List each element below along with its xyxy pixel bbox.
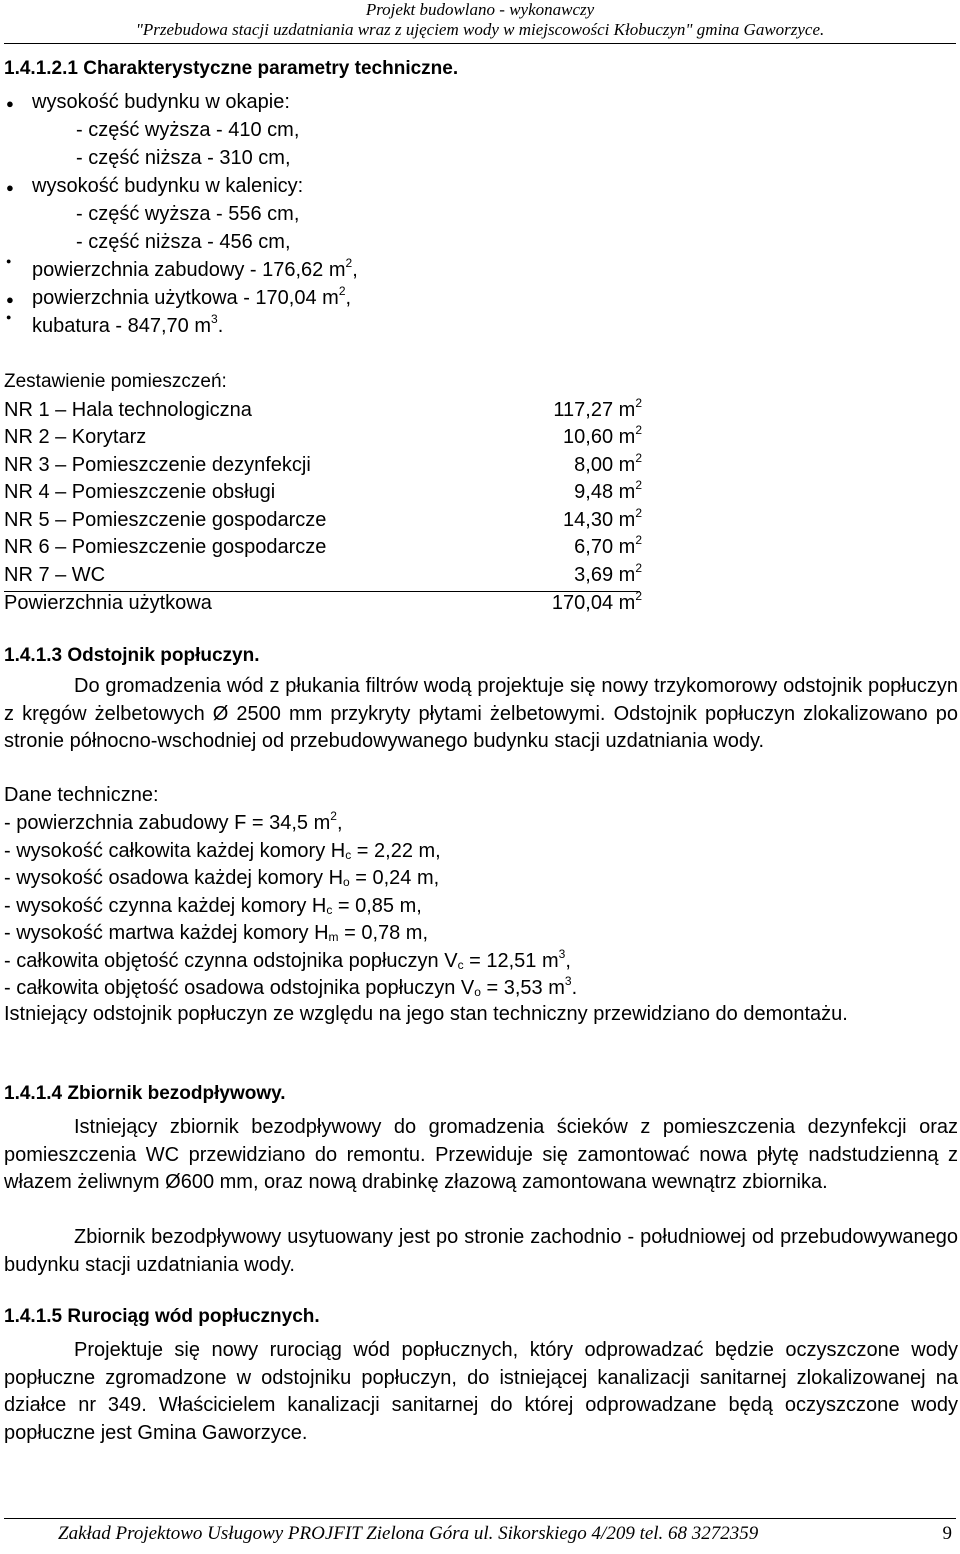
section-title: 1.4.1.5 Rurociąg wód popłucznych.	[4, 1306, 320, 1327]
room-area: 6,70 $m^2$	[574, 533, 642, 558]
room-name: NR 4 – Pomieszczenie obsługi	[4, 481, 276, 503]
room-area: 14,30 $m^2$	[563, 506, 642, 531]
paragraph: Istniejący zbiornik bezodpływowy do gromadzenia ścieków z pomieszczenia dezynfekcji oraz pomieszczenia WC przewidziano do remontu. Przewiduje się zamontować nowa płytę nadstudzienną z włazem żeliwnym Ø600 mm, oraz nową drabinkę złazową zamontowana wewnątrz zbiornika.	[4, 1116, 958, 1193]
room-area: 8,00 $m^2$	[574, 451, 642, 476]
page-footer: Zakład Projektowo Usługowy PROJFIT Zielona Góra ul. Sikorskiego 4/209 tel. 68 3272359	[58, 1523, 759, 1544]
room-area: 3,69 $m^2$	[574, 561, 642, 586]
room-name: NR 6 – Pomieszczenie gospodarcze	[4, 536, 327, 558]
paragraph: Istniejący odstojnik popłuczyn ze względu na jego stan techniczny przewidziano do demontażu.	[4, 1003, 848, 1025]
spec-line: - wysokość całkowita każdej komory $H_c = 2,22$ m,	[4, 840, 441, 862]
paragraph-label: Dane techniczne:	[4, 784, 159, 806]
total-area: 170,04 $m^2$	[551, 589, 642, 614]
bullet: ●	[6, 96, 14, 111]
page-number: 9	[942, 1523, 952, 1544]
room-area: 117,27 $m^2$	[553, 396, 642, 421]
paragraph: Zbiornik bezodpływowy usytuowany jest po stronie zachodnio - południowej od przebudowywanego budynku stacji uzdatniania wody.	[4, 1226, 958, 1276]
list-item: powierzchnia użytkowa - 170,04 $m^2$,	[32, 284, 352, 309]
list-item: kubatura - 847,70 $m^3$.	[32, 312, 224, 337]
room-name: NR 5 – Pomieszczenie gospodarcze	[4, 509, 327, 531]
header-divider	[4, 43, 956, 44]
list-item: powierzchnia zabudowy - 176,62 $m^2$,	[32, 256, 358, 281]
page-header-title: Projekt budowlano - wykonawczy	[365, 0, 595, 19]
room-name: NR 7 – WC	[4, 564, 106, 586]
page-header-subtitle: "Przebudowa stacji uzdatniania wraz z ujęciem wody w miejscowości Kłobuczyn" gmina Gaworzyce.	[135, 20, 825, 39]
room-area: 10,60 $m^2$	[563, 423, 642, 448]
room-area: 9,48 $m^2$	[574, 478, 642, 503]
spec-line: - całkowita objętość osadowa odstojnika popłuczyn $V_o = 3,53$ $m^3$.	[4, 974, 578, 999]
rooms-title: Zestawienie pomieszczeń:	[4, 371, 227, 392]
bullet: ●	[6, 292, 14, 307]
list-item: wysokość budynku w kalenicy:	[32, 175, 304, 197]
list-item: - część niższa - 310 cm,	[76, 147, 291, 169]
list-item: - część wyższa - 556 cm,	[76, 203, 300, 225]
room-name: NR 3 – Pomieszczenie dezynfekcji	[4, 454, 311, 476]
list-item: - część niższa - 456 cm,	[76, 231, 291, 253]
section-title: 1.4.1.2.1 Charakterystyczne parametry techniczne.	[4, 58, 459, 79]
paragraph: Do gromadzenia wód z płukania filtrów wodą projektuje się nowy trzykomorowy odstojnik popłuczyn z kręgów żelbetowych Ø 2500 mm przykryty płytami żelbetowymi. Odstojnik popłuczyn zlokalizowano po stronie północno-wschodniej od przebudowywanego budynku stacji uzdatniania wody.	[4, 675, 958, 752]
room-name: NR 1 – Hala technologiczna	[4, 399, 252, 421]
section-title: 1.4.1.4 Zbiornik bezodpływowy.	[4, 1083, 286, 1104]
bullet: ●	[6, 180, 14, 195]
spec-line: - wysokość martwa każdej komory $H_m = 0,78$ m,	[4, 922, 429, 944]
bullet: ●	[6, 256, 12, 266]
section-title: 1.4.1.3 Odstojnik popłuczyn.	[4, 645, 260, 666]
list-item: wysokość budynku w okapie:	[32, 91, 290, 113]
footer-divider	[4, 1518, 956, 1519]
total-name: Powierzchnia użytkowa	[4, 592, 212, 614]
spec-line: - całkowita objętość czynna odstojnika popłuczyn $V_c = 12,51$ $m^3$,	[4, 947, 571, 972]
room-name: NR 2 – Korytarz	[4, 426, 147, 448]
list-item: - część wyższa - 410 cm,	[76, 119, 300, 141]
spec-line: - wysokość osadowa każdej komory $H_o = 0,24$ m,	[4, 867, 440, 889]
spec-line: - wysokość czynna każdej komory $H_c = 0,85$ m,	[4, 895, 422, 917]
spec-line: - powierzchnia zabudowy F = 34,5 $m^2$,	[4, 809, 343, 834]
paragraph: Projektuje się nowy rurociąg wód popłucznych, który odprowadzać będzie oczyszczone wody popłuczne zgromadzone w odstojniku popłuczyn, do istniejącej kanalizacji sanitarnej zlokalizowanej na działce nr 349. Właścicielem kanalizacji sanitarnej do której odprowadzane będą oczyszczone wody popłuczne jest Gmina Gaworzyce.	[4, 1339, 958, 1444]
bullet: ●	[6, 312, 12, 322]
